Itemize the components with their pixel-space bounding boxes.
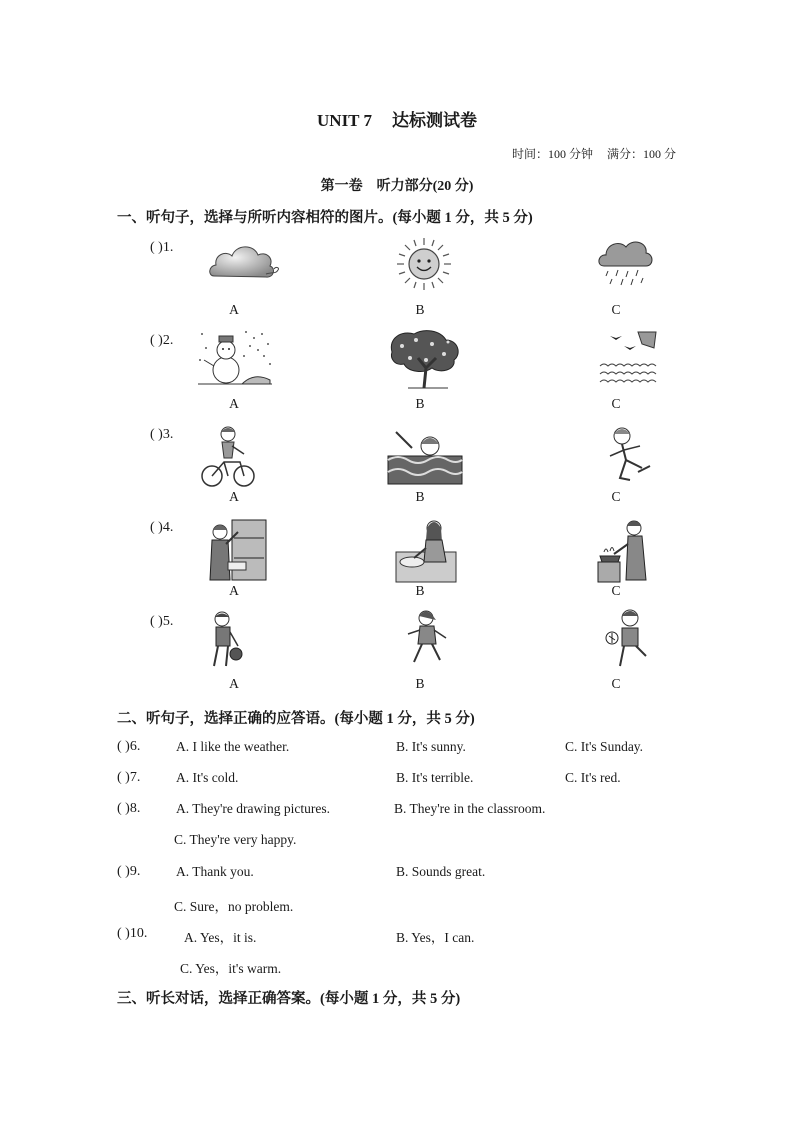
cooking-icon bbox=[596, 518, 652, 584]
option-label-c: C bbox=[611, 489, 621, 504]
q6-option-c: C. It's Sunday. bbox=[565, 739, 644, 754]
answer-blank-3[interactable]: ( )3. bbox=[150, 427, 174, 442]
answer-blank-7[interactable]: ( )7. bbox=[117, 770, 141, 785]
q9-option-b: B. Sounds great. bbox=[396, 864, 486, 879]
cloud-icon bbox=[206, 238, 282, 288]
unit-label: UNIT 7 bbox=[317, 111, 372, 130]
snowman-icon bbox=[198, 328, 272, 388]
answer-blank-10[interactable]: ( )10. bbox=[117, 926, 148, 941]
q6-option-a: A. I like the weather. bbox=[176, 739, 290, 754]
q8-option-c: C. They're very happy. bbox=[174, 832, 297, 847]
test-name: 达标测试卷 bbox=[391, 111, 477, 130]
rain-cloud-icon bbox=[596, 236, 654, 288]
part3-heading: 三、听长对话，选择正确答案。(每小题 1 分，共 5 分) bbox=[117, 991, 461, 1007]
sun-icon bbox=[394, 236, 454, 292]
cycling-girl-icon bbox=[200, 424, 256, 488]
answer-blank-2[interactable]: ( )2. bbox=[150, 333, 174, 348]
answer-blank-5[interactable]: ( )5. bbox=[150, 614, 174, 629]
exam-meta bbox=[512, 145, 676, 162]
part2-heading: 二、听句子，选择正确的应答语。(每小题 1 分，共 5 分) bbox=[117, 711, 475, 727]
option-label-b: B bbox=[415, 676, 425, 691]
option-label-a: A bbox=[229, 396, 239, 411]
cleaning-window-icon bbox=[206, 518, 268, 582]
answer-blank-4[interactable]: ( )4. bbox=[150, 520, 174, 535]
answer-blank-8[interactable]: ( )8. bbox=[117, 801, 141, 816]
answer-blank-9[interactable]: ( )9. bbox=[117, 864, 141, 879]
swimmer-icon bbox=[386, 428, 464, 488]
q10-option-c: C. Yes，it's warm. bbox=[180, 961, 282, 976]
option-label-c: C bbox=[611, 302, 621, 317]
time-limit: 时间：100 分钟 bbox=[511, 147, 593, 161]
answer-blank-6[interactable]: ( )6. bbox=[117, 739, 141, 754]
skater-icon bbox=[600, 424, 660, 488]
q7-option-a: A. It's cold. bbox=[176, 770, 239, 785]
answer-blank-1[interactable]: ( )1. bbox=[150, 240, 174, 255]
option-label-c: C bbox=[611, 583, 621, 598]
option-label-b: B bbox=[415, 583, 425, 598]
full-score: 满分：100 分 bbox=[606, 147, 676, 161]
q10-option-b: B. Yes，I can. bbox=[396, 930, 475, 945]
football-boy-icon bbox=[604, 608, 652, 672]
page-title bbox=[0, 106, 794, 131]
option-label-b: B bbox=[415, 302, 425, 317]
spring-birds-icon bbox=[598, 328, 658, 388]
option-label-c: C bbox=[611, 396, 621, 411]
option-label-a: A bbox=[229, 676, 239, 691]
basketball-boy-icon bbox=[206, 610, 246, 670]
option-label-b: B bbox=[415, 396, 425, 411]
option-label-c: C bbox=[611, 676, 621, 691]
q8-option-a: A. They're drawing pictures. bbox=[176, 801, 331, 816]
running-girl-icon bbox=[404, 608, 452, 672]
part1-heading: 一、听句子，选择与所听内容相符的图片。(每小题 1 分，共 5 分) bbox=[117, 210, 533, 226]
q9-option-c: C. Sure，no problem. bbox=[174, 899, 294, 914]
washing-dishes-icon bbox=[396, 518, 456, 584]
q10-option-a: A. Yes，it is. bbox=[184, 930, 257, 945]
option-label-a: A bbox=[229, 489, 239, 504]
q7-option-c: C. It's red. bbox=[565, 770, 621, 785]
q6-option-b: B. It's sunny. bbox=[396, 739, 466, 754]
q8-option-b: B. They're in the classroom. bbox=[394, 801, 546, 816]
option-label-a: A bbox=[229, 302, 239, 317]
q7-option-b: B. It's terrible. bbox=[396, 770, 474, 785]
option-label-b: B bbox=[415, 489, 425, 504]
autumn-tree-icon bbox=[388, 328, 462, 390]
option-label-a: A bbox=[229, 583, 239, 598]
section-title: 第一卷 听力部分(20 分) bbox=[320, 179, 474, 194]
q9-option-a: A. Thank you. bbox=[176, 864, 254, 879]
